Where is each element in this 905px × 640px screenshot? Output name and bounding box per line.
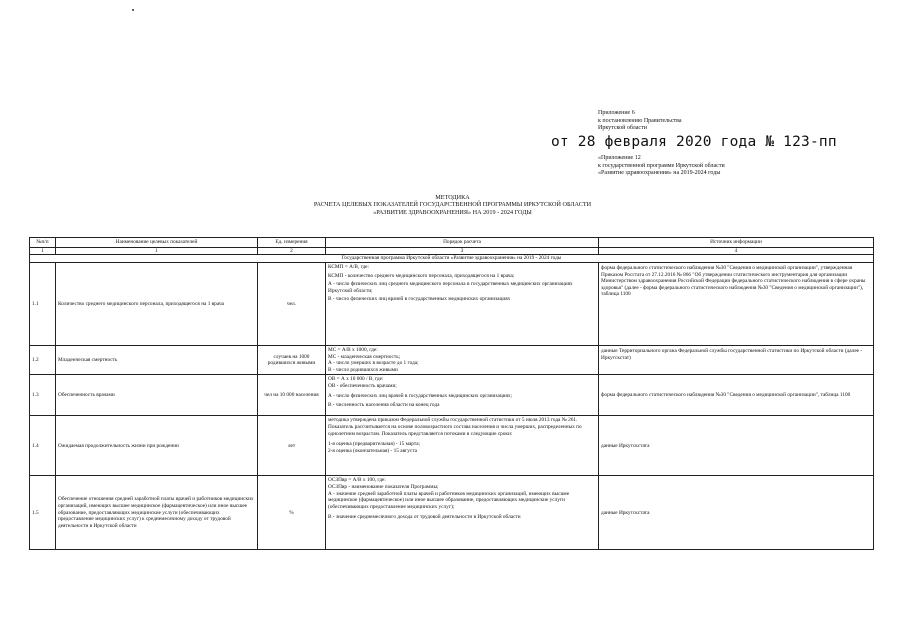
- appendix-line: «Развитие здравоохранения» на 2019-2024 годы: [598, 170, 721, 176]
- calculation-line: В - число родившихся живыми: [328, 366, 398, 373]
- calculation-line: ОСЗПвр = А/В х 100, где:: [328, 477, 386, 484]
- calculation-line: А - число умерших в возрасте до 1 года;: [328, 360, 419, 367]
- scan-speck: [132, 9, 134, 11]
- indicator-name: Количество среднего медицинского персонала, приходящегося на 1 врача: [56, 263, 258, 346]
- indicator-unit: чел на 10 000 населения: [258, 375, 326, 416]
- decree-date-stamp: от 28 февраля 2020 года № 123-пп: [551, 134, 837, 150]
- column-number: 4: [599, 248, 874, 255]
- appendix-line: Иркутской области: [598, 125, 647, 131]
- table-row: [30, 375, 874, 416]
- header-cell: №п/п: [30, 238, 56, 248]
- calculation-line: А - число физических лиц врачей в государственных медицинских организациях;: [328, 392, 513, 399]
- calculation-line: В - число физических лиц врачей в государственных медицинских организациях: [328, 296, 511, 303]
- appendix-line: Приложение 6: [598, 110, 635, 116]
- calculation-method: [326, 476, 599, 550]
- table-row: [30, 416, 874, 476]
- information-source: форма федерального статистического наблюдения №30 "Сведения о медицинской организации", утвержденная Приказом Росстата от 27.12.2016 № 866 "Об утверждении статистического инструментария для организации Министерством здравоохранения Российской Федерации федерального статистического наблюдения в сфере охраны здоровья" (далее - форма федерального статистического наблюдения №30 "Сведения о медицинской организации"), таблица 1100: [599, 263, 874, 346]
- column-number: 1: [56, 248, 258, 255]
- appendix-note: [598, 110, 682, 133]
- calculation-line: КСМП - количество среднего медицинского персонала, приходящегося на 1 врача;: [328, 272, 515, 279]
- indicator-name: Обеспеченность врачами: [56, 375, 258, 416]
- program-title: Государственная программа Иркутской области «Развитие здравоохранения» на 2019 - 2024 годы: [30, 255, 874, 263]
- calculation-line: ОВ - обеспеченность врачами;: [328, 382, 397, 389]
- header-cell: Порядок расчета: [326, 238, 599, 248]
- calculation-line: МС - младенческая смертность;: [328, 353, 401, 360]
- program-appendix-note: [598, 155, 725, 178]
- indicator-name: Младенческая смертность: [56, 346, 258, 375]
- row-number: 1.1: [30, 263, 56, 346]
- calculation-line: 2-я оценка (окончательная) - 15 августа: [328, 447, 417, 454]
- calculation-method: [326, 375, 599, 416]
- information-source: форма федерального статистического наблюдения №30 "Сведения о медицинской организации", таблица 1100: [599, 375, 874, 416]
- calculation-line: А - значение средней заработной платы врачей и работников медицинских организаций, имеющих высшее медицинское (фармацевтическое) или иное высшее образование, предоставляющих медицинские услуги (обеспечивающих предоставление медицинских услуг);: [328, 490, 570, 510]
- heading-line: РАСЧЕТА ЦЕЛЕВЫХ ПОКАЗАТЕЛЕЙ ГОСУДАРСТВЕННОЙ ПРОГРАММЫ ИРКУТСКОЙ ОБЛАСТИ: [313, 201, 592, 209]
- appendix-line: «Приложение 12: [598, 155, 641, 161]
- calculation-line: КСМП = А/В, где:: [328, 264, 370, 270]
- calculation-line: МС = А/В х 1000, где:: [328, 347, 378, 353]
- indicator-name: Ожидаемая продолжительность жизни при рождении: [56, 416, 258, 476]
- calculation-line: В - численность населения области на конец года: [328, 402, 440, 409]
- column-number: 2: [258, 248, 326, 255]
- table-row: [30, 346, 874, 375]
- table-row: [30, 263, 874, 346]
- calculation-line: В - значение среднемесячного дохода от трудовой деятельности в Иркутской области: [328, 514, 521, 521]
- heading-title: МЕТОДИКА: [435, 194, 470, 201]
- row-number: 1.2: [30, 346, 56, 375]
- indicator-unit: %: [258, 476, 326, 550]
- program-title-row: [30, 255, 874, 263]
- calculation-method: [326, 263, 599, 346]
- information-source: данные Иркутскстата: [599, 416, 874, 476]
- appendix-line: к постановлению Правительства: [598, 117, 682, 124]
- row-number: 1.5: [30, 476, 56, 550]
- table-row: [30, 476, 874, 550]
- indicator-unit: случаев на 1000 родившихся живыми: [258, 346, 326, 375]
- row-number: 1.3: [30, 375, 56, 416]
- information-source: данные Иркутскстата: [599, 476, 874, 550]
- row-number: 1.4: [30, 416, 56, 476]
- appendix-line: к государственной программе Иркутской области: [598, 162, 725, 169]
- calculation-line: 1-я оценка (предварительная) - 15 марта;: [328, 441, 421, 448]
- document-heading: [0, 194, 905, 216]
- calculation-line: ОВ = А х 10 000 / В, где:: [328, 376, 384, 383]
- indicator-name: Обеспечение отношения средней заработной платы врачей и работников медицинских организаций, имеющих высшее медицинское (фармацевтическое) или иное высшее образование, предоставляющих медицинские услуги (обеспечивающих предоставление медицинских услуг) к среднемесячному доходу от трудовой деятельности в Иркутской области: [56, 476, 258, 550]
- heading-line: «РАЗВИТИЕ ЗДРАВООХРАНЕНИЯ» НА 2019 - 2024 ГОДЫ: [373, 208, 532, 216]
- calculation-line: А - число физических лиц среднего медицинского персонала в государственных медицинских организациях Иркутской области;: [328, 281, 573, 294]
- indicator-unit: чел.: [258, 263, 326, 346]
- indicators-table: [29, 237, 874, 550]
- column-number: 1: [30, 248, 56, 255]
- calculation-line: ОСЗПвр - наименование показателя Программы;: [328, 483, 439, 490]
- information-source: данные Территориального органа Федеральной службы государственной статистики по Иркутской области (далее - Иркутскстат): [599, 346, 874, 375]
- calculation-method: [326, 346, 599, 375]
- indicator-unit: лет: [258, 416, 326, 476]
- calculation-method: [326, 416, 599, 476]
- table-header-row: [30, 238, 874, 248]
- header-cell: Источник информации: [599, 238, 874, 248]
- header-cell: Ед. измерения: [258, 238, 326, 248]
- column-number: 3: [326, 248, 599, 255]
- header-cell: Наименование целевых показателей: [56, 238, 258, 248]
- column-number-row: [30, 248, 874, 255]
- calculation-line: методика утверждена приказом Федеральной службы государственной статистики от 5 июля 2013 года № 261. Показатель рассчитывается на основе половозрастного состава населения и числа умерших, распределенных по однолетним возрастам. Показатель представляется потоками в следующие сроки:: [328, 417, 582, 437]
